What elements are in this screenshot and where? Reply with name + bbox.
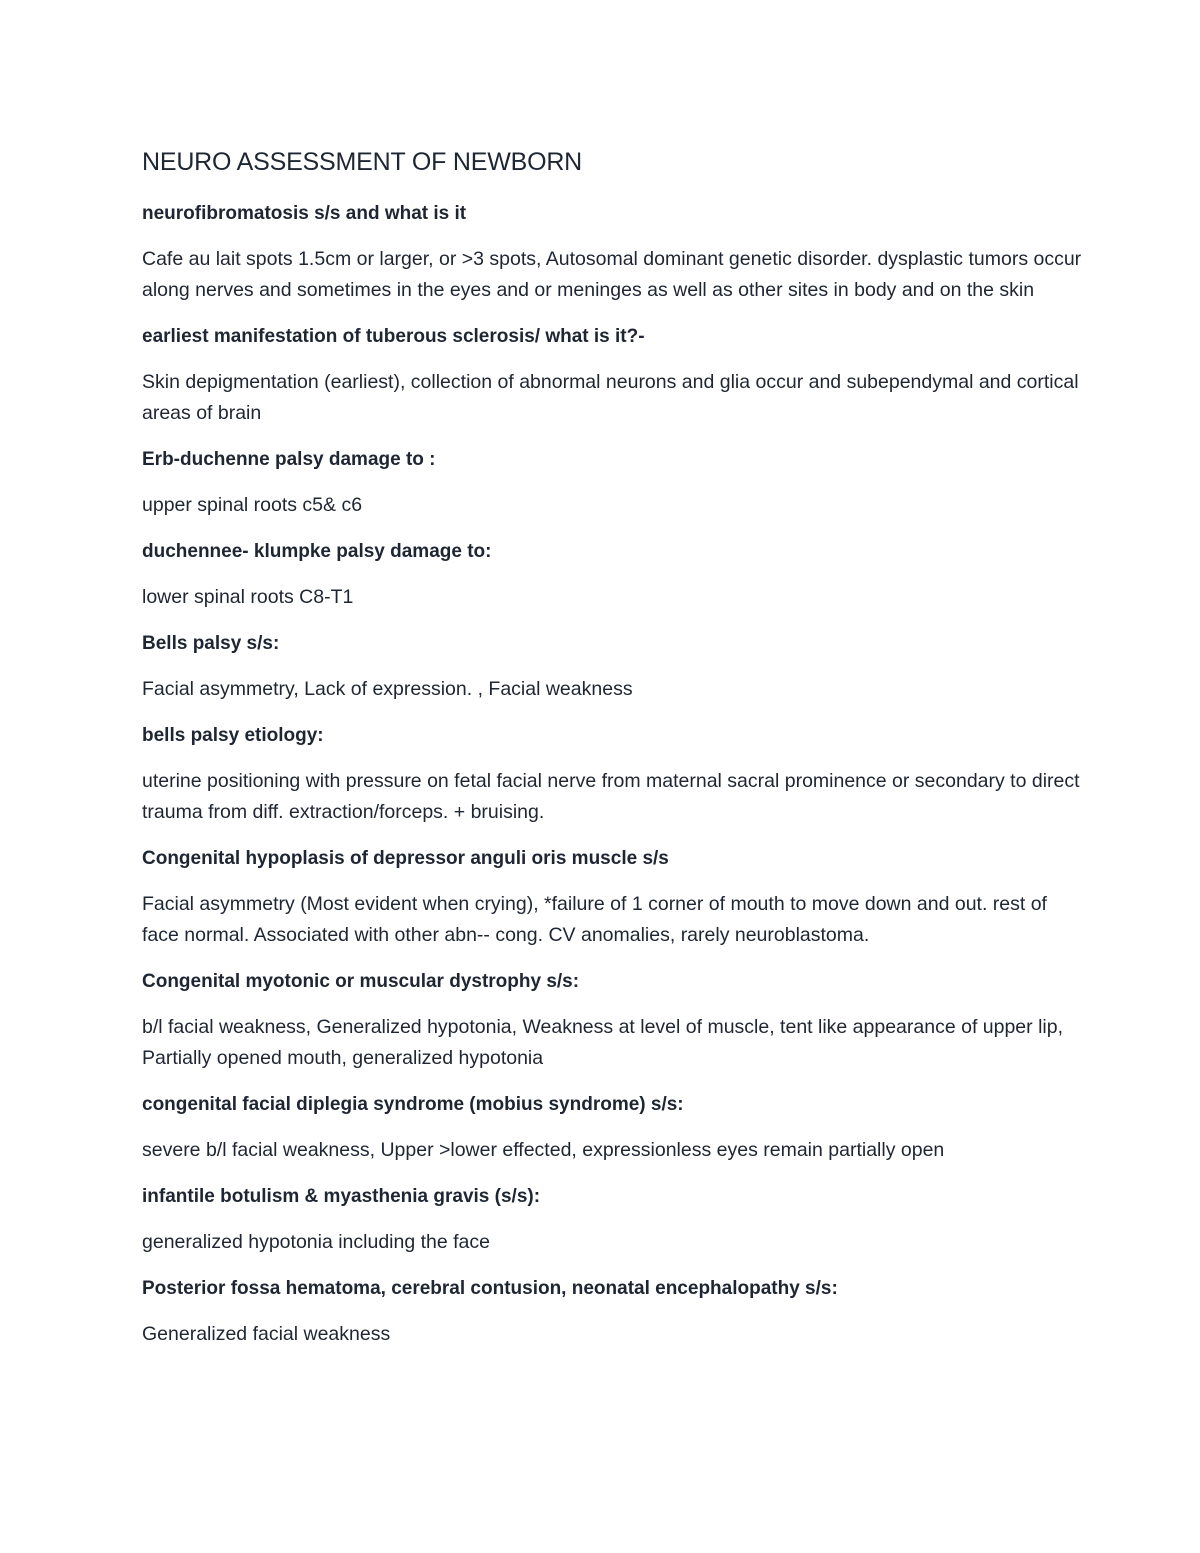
answer-text: uterine positioning with pressure on fetal facial nerve from maternal sacral prominence or secondary to direct trauma from diff. extraction/forceps. + bruising.	[142, 770, 1080, 823]
question-text: congenital facial diplegia syndrome (mobius syndrome) s/s:	[142, 1094, 684, 1115]
answer-text: Generalized facial weakness	[142, 1323, 391, 1345]
qa-entry	[142, 1181, 1082, 1258]
answer-text: b/l facial weakness, Generalized hypotonia, Weakness at level of muscle, tent like appearance of upper lip, Partially opened mouth, generalized hypotonia	[142, 1016, 1063, 1069]
qa-entry	[142, 321, 1082, 429]
question-text: Bells palsy s/s:	[142, 633, 280, 654]
answer-text: Facial asymmetry, Lack of expression. , Facial weakness	[142, 678, 633, 700]
qa-entry	[142, 444, 1082, 521]
question-text: earliest manifestation of tuberous sclerosis/ what is it?-	[142, 326, 645, 347]
answer-text: severe b/l facial weakness, Upper >lower effected, expressionless eyes remain partially open	[142, 1139, 945, 1161]
qa-entry	[142, 628, 1082, 705]
qa-entry	[142, 720, 1082, 828]
question-text: bells palsy etiology:	[142, 725, 324, 746]
answer-text: lower spinal roots C8-T1	[142, 586, 354, 608]
answer-text: upper spinal roots c5& c6	[142, 494, 363, 516]
answer-text: Skin depigmentation (earliest), collection of abnormal neurons and glia occur and subependymal and cortical areas of brain	[142, 371, 1079, 424]
qa-entry	[142, 536, 1082, 613]
question-text: neurofibromatosis s/s and what is it	[142, 203, 467, 224]
question-text: Congenital myotonic or muscular dystrophy s/s:	[142, 971, 580, 992]
question-text: infantile botulism & myasthenia gravis (s/s):	[142, 1186, 541, 1207]
document-content	[142, 146, 1082, 1365]
qa-entry	[142, 198, 1082, 306]
question-text: Posterior fossa hematoma, cerebral contusion, neonatal encephalopathy s/s:	[142, 1278, 838, 1299]
question-text: duchennee- klumpke palsy damage to:	[142, 541, 492, 562]
answer-text: Cafe au lait spots 1.5cm or larger, or >3 spots, Autosomal dominant genetic disorder. dysplastic tumors occur along nerves and sometimes in the eyes and or meninges as well as other sites in body and on the skin	[142, 248, 1082, 301]
answer-text: Facial asymmetry (Most evident when crying), *failure of 1 corner of mouth to move down and out. rest of face normal. Associated with other abn-- cong. CV anomalies, rarely neuroblastoma.	[142, 893, 1047, 946]
qa-entry	[142, 843, 1082, 951]
answer-text: generalized hypotonia including the face	[142, 1231, 491, 1253]
qa-entry	[142, 1089, 1082, 1166]
qa-entry	[142, 966, 1082, 1074]
document-title: NEURO ASSESSMENT OF NEWBORN	[142, 148, 583, 176]
qa-entry	[142, 1273, 1082, 1350]
question-text: Congenital hypoplasis of depressor anguli oris muscle s/s	[142, 848, 669, 869]
question-text: Erb-duchenne palsy damage to :	[142, 449, 436, 470]
